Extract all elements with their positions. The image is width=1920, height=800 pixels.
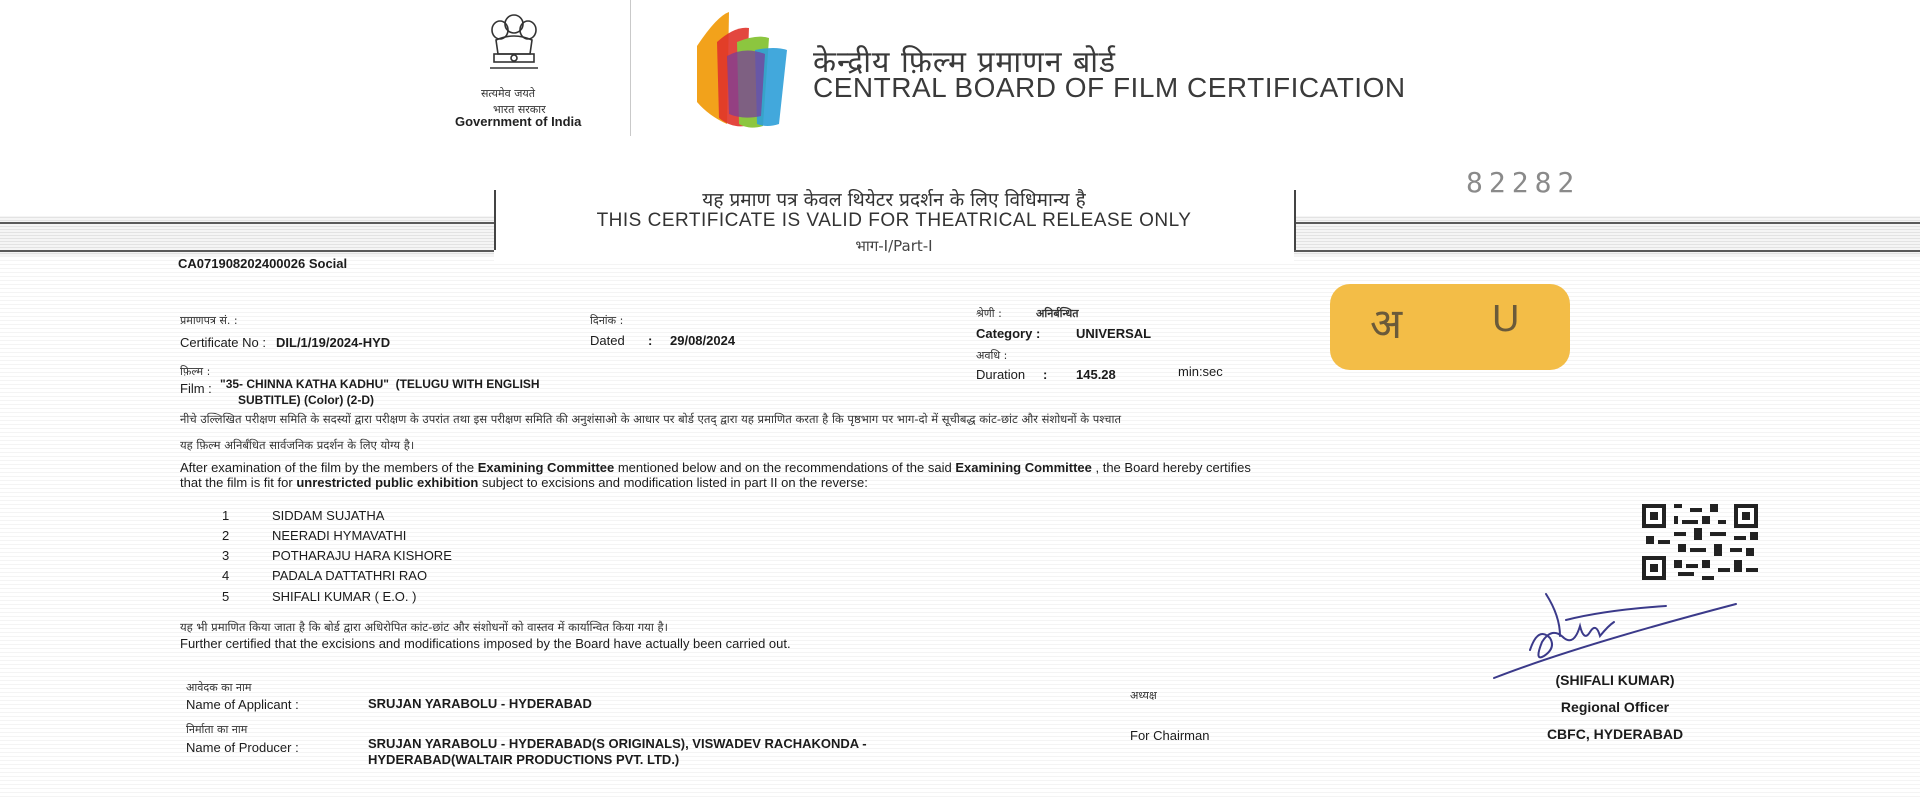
banner-bracket-right — [1294, 190, 1296, 250]
cbfc-logo-icon — [687, 6, 797, 132]
badge-english-letter: U — [1492, 298, 1520, 340]
certification-text-english-2 — [180, 475, 868, 490]
applicant-label: Name of Applicant : — [186, 697, 299, 712]
applicant-name: SRUJAN YARABOLU - HYDERABAD — [368, 696, 592, 711]
committee-member-no: 3 — [222, 548, 230, 563]
duration-unit: min:sec — [1178, 364, 1223, 379]
producer-name-line2: HYDERABAD(WALTAIR PRODUCTIONS PVT. LTD.) — [368, 752, 680, 767]
certification-text-hindi-1: नीचे उल्लिखित परीक्षण समिति के सदस्यों द्वारा परीक्षण के उपरांत तथा इस परीक्षण समिति की अनुशंसाओ के आधार पर बोर्ड एतद् द्वारा यह प्रमाणित करता है कि पृष्ठभाग पर भाग-दो में सूचीबद्ध कांट-छांट और संशोधनों के पश्चात — [180, 412, 1122, 426]
committee-member-no: 5 — [222, 589, 230, 604]
category-value: UNIVERSAL — [1076, 326, 1152, 341]
date-colon: : — [648, 333, 653, 348]
qr-code-icon — [1642, 504, 1758, 580]
category-value-hindi: अनिर्बन्धित — [1036, 307, 1079, 320]
producer-label: Name of Producer : — [186, 740, 299, 755]
cert-text-1e: , the Board hereby certifies — [1091, 460, 1251, 475]
producer-label-hindi: निर्माता का नाम — [186, 723, 248, 736]
header-divider — [630, 0, 631, 136]
badge-hindi-letter: अ — [1370, 299, 1403, 348]
committee-member-no: 4 — [222, 568, 230, 583]
officer-office: CBFC, HYDERABAD — [1546, 726, 1684, 742]
committee-member-name: POTHARAJU HARA KISHORE — [272, 548, 452, 563]
cert-text-2b: unrestricted public exhibition — [296, 475, 479, 490]
signature-icon — [1486, 586, 1744, 682]
further-certified-hindi: यह भी प्रमाणित किया जाता है कि बोर्ड द्वारा अधिरोपित कांट-छांट और संशोधनों को वास्तव में कार्यान्वित किया गया है। — [180, 620, 668, 634]
cert-text-1c: mentioned below and on the recommendations of the said — [614, 460, 956, 475]
board-name-hindi: केन्द्रीय फ़िल्म प्रमाणन बोर्ड — [813, 45, 1117, 80]
certificate-category-badge — [1330, 284, 1570, 370]
cert-text-2c: subject to excisions and modification listed in part II on the reverse: — [478, 475, 868, 490]
emblem-govt-hindi: भारत सरकार — [493, 103, 546, 116]
date-value: 29/08/2024 — [670, 333, 736, 348]
cert-text-2a: that the film is fit for — [180, 475, 297, 490]
officer-name: (SHIFALI KUMAR) — [1555, 672, 1675, 688]
duration-label-hindi: अवधि : — [976, 349, 1008, 362]
film-label-hindi: फ़िल्म : — [180, 365, 211, 378]
emblem-motto: सत्यमेव जयते — [481, 87, 536, 100]
committee-member-name: PADALA DATTATHRI RAO — [272, 568, 428, 583]
date-label: Dated — [590, 333, 625, 348]
film-title-line2: SUBTITLE) (Color) (2-D) — [238, 393, 374, 407]
certification-text-hindi-2: यह फ़िल्म अनिर्बंधित सार्वजनिक प्रदर्शन के लिए योग्य है। — [180, 438, 415, 452]
emblem-govt-english: Government of India — [455, 114, 582, 129]
film-title-line1: "35- CHINNA KATHA KADHU" (TELUGU WITH ENGLISH — [220, 377, 540, 391]
duration-label: Duration — [976, 367, 1026, 382]
producer-name-line1: SRUJAN YARABOLU - HYDERABAD(S ORIGINALS), VISWADEV RACHAKONDA - — [368, 736, 867, 751]
committee-member-name: SIDDAM SUJATHA — [272, 508, 385, 523]
cert-no-value: DIL/1/19/2024-HYD — [276, 335, 391, 350]
banner-part-label: भाग-I/Part-I — [855, 237, 933, 255]
chairman-label-hindi: अध्यक्ष — [1130, 689, 1157, 702]
national-emblem-icon — [474, 10, 554, 74]
committee-member-name: NEERADI HYMAVATHI — [272, 528, 407, 543]
film-label: Film : — [180, 381, 212, 396]
cert-no-label: Certificate No : — [180, 335, 266, 350]
cert-text-1d: Examining Committee — [955, 460, 1092, 475]
cert-text-1a: After examination of the film by the members of the — [180, 460, 478, 475]
cert-text-1b: Examining Committee — [477, 460, 615, 475]
category-label: Category : — [976, 326, 1041, 341]
for-chairman-label: For Chairman — [1130, 728, 1210, 743]
committee-member-no: 1 — [222, 508, 230, 523]
category-label-hindi: श्रेणी : — [976, 307, 1002, 320]
certification-text-english-1 — [180, 460, 1251, 475]
further-certified-english: Further certified that the excisions and modifications imposed by the Board have actually been carried out. — [180, 636, 791, 651]
applicant-label-hindi: आवेदक का नाम — [186, 681, 252, 694]
committee-member-no: 2 — [222, 528, 230, 543]
certificate-serial-number: 82282 — [1466, 166, 1581, 199]
banner-text-english: THIS CERTIFICATE IS VALID FOR THEATRICAL RELEASE ONLY — [596, 210, 1192, 231]
officer-title: Regional Officer — [1560, 699, 1670, 715]
duration-value: 145.28 — [1076, 367, 1116, 382]
cert-no-label-hindi: प्रमाणपत्र सं. : — [180, 314, 238, 327]
committee-member-name: SHIFALI KUMAR ( E.O. ) — [272, 589, 417, 604]
date-label-hindi: दिनांक : — [590, 314, 624, 327]
board-name-english: CENTRAL BOARD OF FILM CERTIFICATION — [813, 72, 1406, 103]
banner-text-hindi: यह प्रमाण पत्र केवल थियेटर प्रदर्शन के लिए विधिमान्य है — [702, 189, 1086, 211]
duration-colon: : — [1043, 367, 1048, 382]
certificate-id: CA071908202400026 Social — [178, 256, 348, 271]
